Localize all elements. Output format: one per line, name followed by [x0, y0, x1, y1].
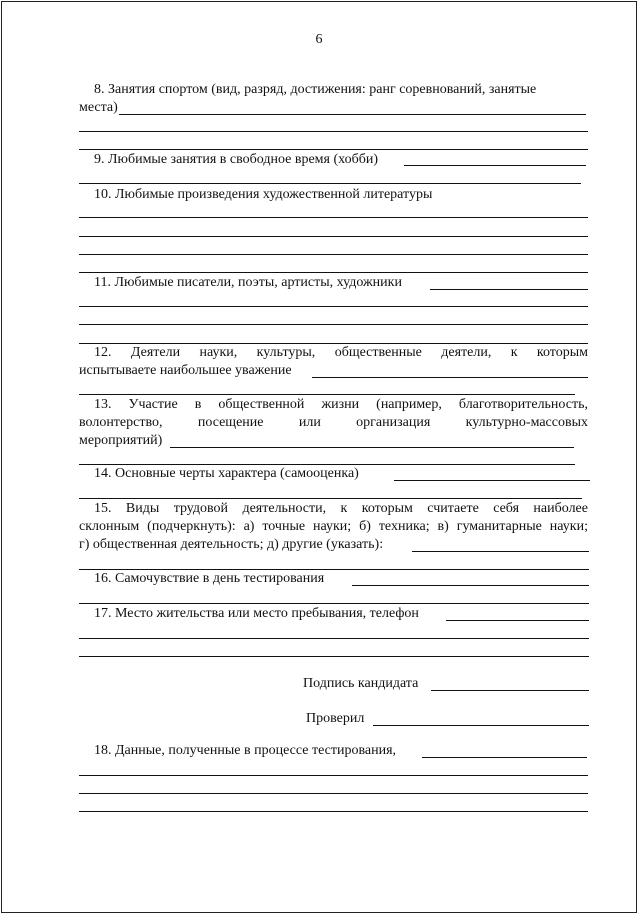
- q18-answer-line[interactable]: [79, 793, 588, 794]
- q18-label: 18. Данные, полученные в процессе тестирования,: [94, 743, 397, 758]
- q10-answer-line[interactable]: [79, 236, 588, 237]
- q17-label: 17. Место жительства или место пребывания, телефон: [94, 606, 419, 621]
- q8-answer-line[interactable]: [79, 131, 588, 132]
- q13-answer-line[interactable]: [79, 464, 575, 465]
- q9-label: 9. Любимые занятия в свободное время (хобби): [94, 152, 378, 167]
- q10-answer-line[interactable]: [79, 254, 588, 255]
- q8-line2: места): [79, 100, 118, 115]
- q18-answer-line[interactable]: [79, 775, 588, 776]
- q14-label: 14. Основные черты характера (самооценка): [94, 466, 359, 481]
- q15-answer-line[interactable]: [79, 569, 589, 570]
- q11-answer-line[interactable]: [79, 343, 588, 344]
- q13-line2: волонтерство, посещение или организация культурно-массовых: [79, 415, 588, 430]
- q10-answer-line[interactable]: [79, 217, 588, 218]
- q14-answer-line[interactable]: [79, 498, 582, 499]
- q15-line3: г) общественная деятельность; д) другие (указать):: [79, 537, 384, 552]
- q15-line2: склонным (подчеркнуть): а) точные науки; б) техника; в) гуманитарные науки;: [79, 519, 588, 534]
- q11-answer-line[interactable]: [430, 289, 588, 290]
- q12-line2: испытываете наибольшее уважение: [79, 363, 292, 378]
- q18-answer-line[interactable]: [422, 757, 587, 758]
- document-page: [1, 1, 637, 913]
- q9-answer-line[interactable]: [79, 183, 581, 184]
- checked-by-label: Проверил: [306, 711, 365, 726]
- q15-line1: 15. Виды трудовой деятельности, к которым считаете себя наиболее: [94, 501, 588, 516]
- candidate-signature-label: Подпись кандидата: [303, 676, 419, 691]
- q12-line1: 12. Деятели науки, культуры, общественные деятели, к которым: [94, 345, 588, 360]
- q16-answer-line[interactable]: [352, 585, 589, 586]
- checked-by-line[interactable]: [373, 725, 589, 726]
- page-number: 6: [315, 32, 323, 47]
- q8-line1: 8. Занятия спортом (вид, разряд, достижения: ранг соревнований, занятые: [94, 82, 537, 97]
- q16-answer-line[interactable]: [79, 603, 589, 604]
- q11-label: 11. Любимые писатели, поэты, артисты, художники: [94, 275, 402, 290]
- candidate-signature-line[interactable]: [431, 690, 589, 691]
- q13-line1: 13. Участие в общественной жизни (например, благотворительность,: [94, 397, 588, 412]
- q8-answer-line[interactable]: [119, 114, 586, 115]
- q17-answer-line[interactable]: [446, 620, 589, 621]
- q16-label: 16. Самочувствие в день тестирования: [94, 571, 325, 586]
- q11-answer-line[interactable]: [79, 324, 588, 325]
- q12-answer-line[interactable]: [79, 394, 575, 395]
- q13-answer-line[interactable]: [170, 447, 574, 448]
- q11-answer-line[interactable]: [79, 306, 588, 307]
- q13-line3: мероприятий): [79, 433, 163, 448]
- q17-answer-line[interactable]: [79, 656, 589, 657]
- q14-answer-line[interactable]: [394, 480, 590, 481]
- q10-answer-line[interactable]: [79, 272, 588, 273]
- q15-answer-line[interactable]: [412, 551, 589, 552]
- q17-answer-line[interactable]: [79, 638, 589, 639]
- q8-answer-line[interactable]: [79, 149, 588, 150]
- q18-answer-line[interactable]: [79, 811, 588, 812]
- q10-label: 10. Любимые произведения художественной литературы: [94, 187, 433, 202]
- q9-answer-line[interactable]: [404, 165, 586, 166]
- q12-answer-line[interactable]: [312, 377, 588, 378]
